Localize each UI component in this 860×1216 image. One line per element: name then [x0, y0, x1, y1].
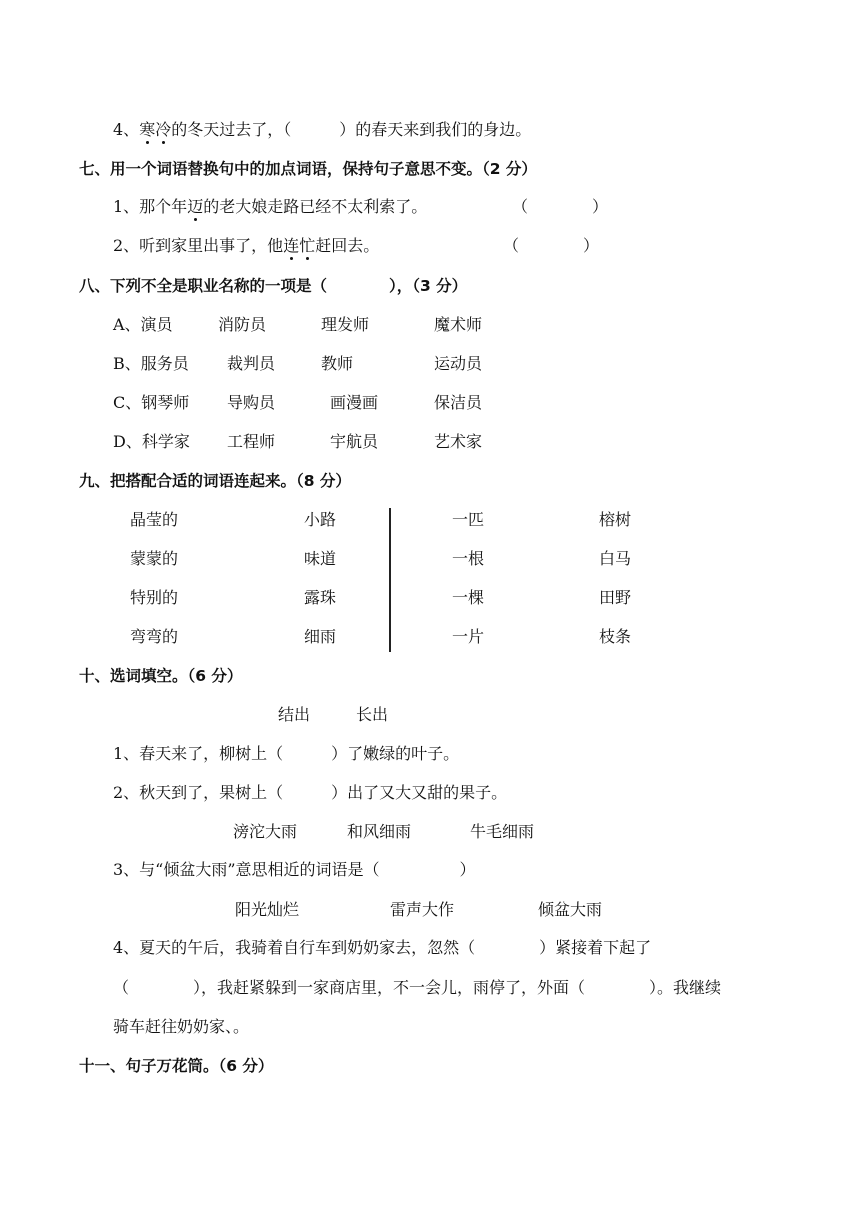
emphasis-char: 迈 — [187, 197, 204, 216]
q10-word-option: 雷声大作 — [390, 900, 455, 919]
q8-heading: 八、下列不全是职业名称的一项是（ ），（3 分） — [79, 277, 468, 295]
q9-right-word[interactable]: 一棵 — [452, 588, 485, 607]
q10-word-option: 滂沱大雨 — [233, 822, 298, 841]
q10-word-option: 阳光灿烂 — [235, 900, 300, 919]
q10-heading: 十、选词填空。（6 分） — [79, 667, 243, 685]
q7-item-1-blank[interactable]: （ ） — [512, 197, 609, 216]
q8-option-a[interactable]: A、演员 — [113, 315, 173, 334]
q10-sentence-2[interactable]: 2、秋天到了，果树上（ ）出了又大又甜的果子。 — [113, 783, 508, 802]
q8-option-b-word: 运动员 — [434, 354, 483, 373]
emphasis-char: 连 — [283, 236, 300, 255]
q8-option-d-word: 宇航员 — [330, 432, 379, 451]
q8-option-c-word: 导购员 — [227, 393, 276, 412]
q9-left-match[interactable]: 露珠 — [304, 588, 337, 607]
q8-option-c-word: 保洁员 — [434, 393, 483, 412]
q9-left-word[interactable]: 蒙蒙的 — [130, 549, 179, 568]
q10-word-option: 倾盆大雨 — [538, 900, 603, 919]
q9-left-word[interactable]: 弯弯的 — [130, 627, 179, 646]
q8-option-d[interactable]: D、科学家 — [113, 432, 190, 451]
q7-heading: 七、用一个词语替换句中的加点词语，保持句子意思不变。（2 分） — [79, 160, 537, 178]
q10-word-option: 长出 — [356, 705, 389, 724]
q9-left-match[interactable]: 小路 — [304, 510, 337, 529]
q6-item-4: 4、寒冷的冬天过去了，（ ）的春天来到我们的身边。 — [113, 120, 532, 139]
q9-right-match[interactable]: 枝条 — [599, 627, 632, 646]
q7-item-2: 2、听到家里出事了，他连忙赶回去。 — [113, 236, 380, 255]
q11-heading: 十一、句子万花筒。（6 分） — [79, 1057, 274, 1075]
q9-right-word[interactable]: 一根 — [452, 549, 485, 568]
q10-sentence-4-line-1[interactable]: 4、夏天的午后，我骑着自行车到奶奶家去，忽然（ ）紧接着下起了 — [113, 938, 652, 957]
q8-option-b-word: 裁判员 — [227, 354, 276, 373]
q9-left-match[interactable]: 味道 — [304, 549, 337, 568]
q9-right-word[interactable]: 一片 — [452, 627, 485, 646]
q9-right-match[interactable]: 榕树 — [599, 510, 632, 529]
emphasis-char: 寒 — [139, 120, 156, 139]
q7-item-1: 1、那个年迈的老大娘走路已经不太利索了。 — [113, 197, 428, 216]
q7-item-2-blank[interactable]: （ ） — [503, 236, 600, 255]
q10-sentence-4-line-3: 骑车赶往奶奶家、。 — [113, 1017, 250, 1036]
q8-option-c[interactable]: C、钢琴师 — [113, 393, 190, 412]
q8-option-a-word: 理发师 — [321, 315, 370, 334]
emphasis-char: 冷 — [155, 120, 172, 139]
q10-word-option: 结出 — [278, 705, 311, 724]
q8-option-d-word: 工程师 — [227, 432, 276, 451]
q8-option-d-word: 艺术家 — [434, 432, 483, 451]
q10-sentence-3[interactable]: 3、与“倾盆大雨”意思相近的词语是（ ） — [113, 860, 476, 879]
q9-heading: 九、把搭配合适的词语连起来。（8 分） — [79, 472, 351, 490]
q9-left-match[interactable]: 细雨 — [304, 627, 337, 646]
q9-left-word[interactable]: 特别的 — [130, 588, 179, 607]
q9-right-match[interactable]: 田野 — [599, 588, 632, 607]
q10-sentence-4-line-2[interactable]: （ ），我赶紧躲到一家商店里，不一会儿，雨停了，外面（ ）。我继续 — [113, 978, 722, 997]
q10-sentence-1[interactable]: 1、春天来了，柳树上（ ）了嫩绿的叶子。 — [113, 744, 460, 763]
q10-word-option: 牛毛细雨 — [470, 822, 535, 841]
q8-option-a-word: 消防员 — [218, 315, 267, 334]
q9-right-match[interactable]: 白马 — [599, 549, 632, 568]
q10-word-option: 和风细雨 — [347, 822, 412, 841]
q8-option-a-word: 魔术师 — [434, 315, 483, 334]
q9-left-word[interactable]: 晶莹的 — [130, 510, 179, 529]
q9-right-word[interactable]: 一匹 — [452, 510, 485, 529]
q9-divider-line — [389, 508, 391, 652]
q8-option-c-word: 画漫画 — [330, 393, 379, 412]
q8-option-b[interactable]: B、服务员 — [113, 354, 189, 373]
emphasis-char: 忙 — [299, 236, 316, 255]
q8-option-b-word: 教师 — [321, 354, 354, 373]
